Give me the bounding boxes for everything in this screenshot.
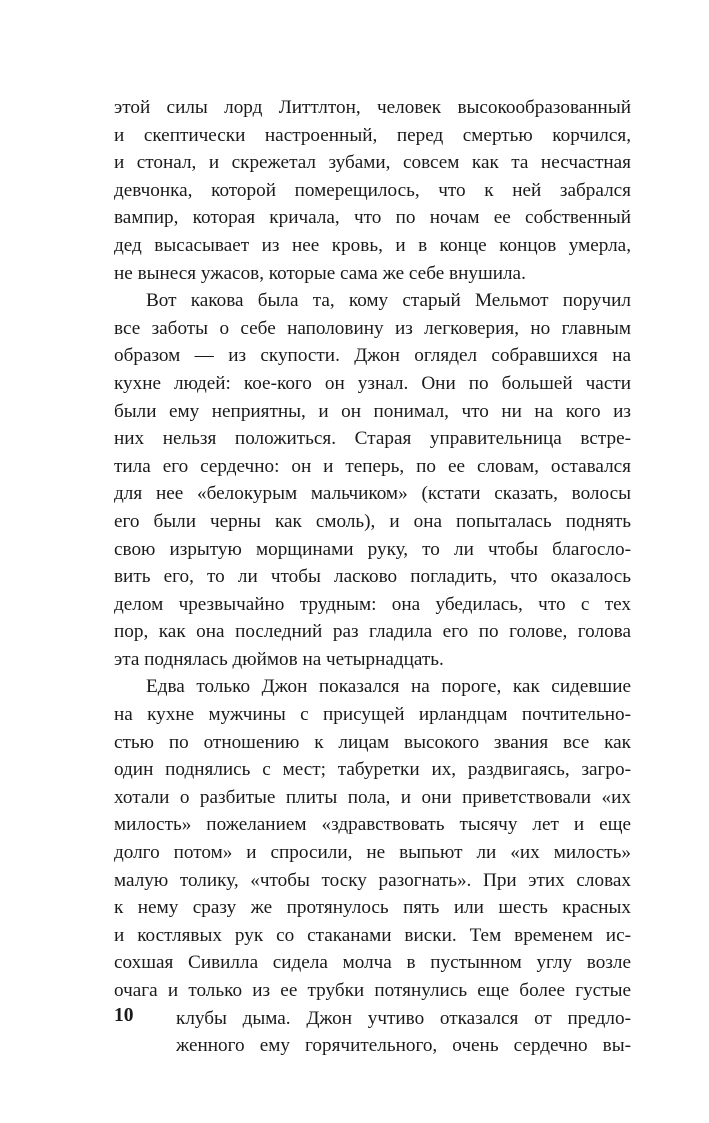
text-line: них нельзя положиться. Старая управительница встре- [114,428,631,450]
text-line: этой силы лорд Литтлтон, человек высокообразованный [114,97,631,118]
text-line: хотали о разбитые плиты пола, и они приветствовали «их [114,786,631,808]
text-line: один поднялись с мест; табуретки их, раздвигаясь, загро- [114,759,631,781]
text-line: женного ему горячительного, очень сердечно вы- [176,1035,631,1057]
text-line: очага и только из ее трубки потянулись еще более густые [114,980,631,1001]
text-line: все заботы о себе наполовину из легковерия, но главным [114,317,631,339]
text-line: стью по отношению к лицам высокого звания все как [114,731,631,753]
text-line: малую толику, «чтобы тоску разогнать». При этих словах [114,869,631,891]
text-line: его были черны как смоль), и она попыталась поднять [114,510,631,532]
text-line: сохшая Сивилла сидела молча в пустынном углу возле [114,952,631,974]
text-line: вампир, которая кричала, что по ночам ее собственный [114,207,631,229]
text-line: пор, как она последний раз гладила его по голове, голова [114,621,631,643]
text-line: на кухне мужчины с присущей ирландцам почтительно- [114,704,631,726]
text-line: были ему неприятны, и он понимал, что ни на кого из [114,400,631,422]
body-text [114,94,631,1060]
text-line: свою изрытую морщинами руку, то ли чтобы благосло- [114,538,631,560]
text-line: делом чрезвычайно трудным: она убедилась, что с тех [114,593,631,615]
text-line: образом — из скупости. Джон оглядел собравшихся на [114,345,631,367]
text-line: вить его, то ли чтобы ласково погладить, что оказалось [114,566,631,588]
text-line: кухне людей: кое-кого он узнал. Они по большей части [114,372,631,394]
text-line: долго потом» и спросили, не выпьют ли «их милость» [114,842,631,864]
text-line: Вот какова была та, кому старый Мельмот поручил [146,290,631,312]
text-line: не вынеся ужасов, которые сама же себе внушила. [114,262,526,284]
text-line: Едва только Джон показался на пороге, как сидевшие [146,676,631,698]
text-line: эта поднялась дюймов на четырнадцать. [114,648,444,670]
page-number: 10 [114,1005,134,1026]
text-line: к нему сразу же протянулось пять или шесть красных [114,897,631,919]
text-line: милость» пожеланием «здравствовать тысячу лет и еще [114,814,631,836]
text-line: и скептически настроенный, перед смертью корчился, [114,124,631,146]
text-line: и костлявых рук со стаканами виски. Тем временем ис- [114,924,631,946]
text-line: для нее «белокурым мальчиком» (кстати сказать, волосы [114,483,631,505]
text-line: девчонка, которой померещилось, что к ней забрался [114,179,631,201]
text-line: клубы дыма. Джон учтиво отказался от предло- [176,1007,631,1029]
text-line: и стонал, и скрежетал зубами, совсем как та несчастная [114,152,631,174]
text-line: дед высасывает из нее кровь, и в конце концов умерла, [114,234,631,256]
text-line: тила его сердечно: он и теперь, по ее словам, оставался [114,455,631,477]
